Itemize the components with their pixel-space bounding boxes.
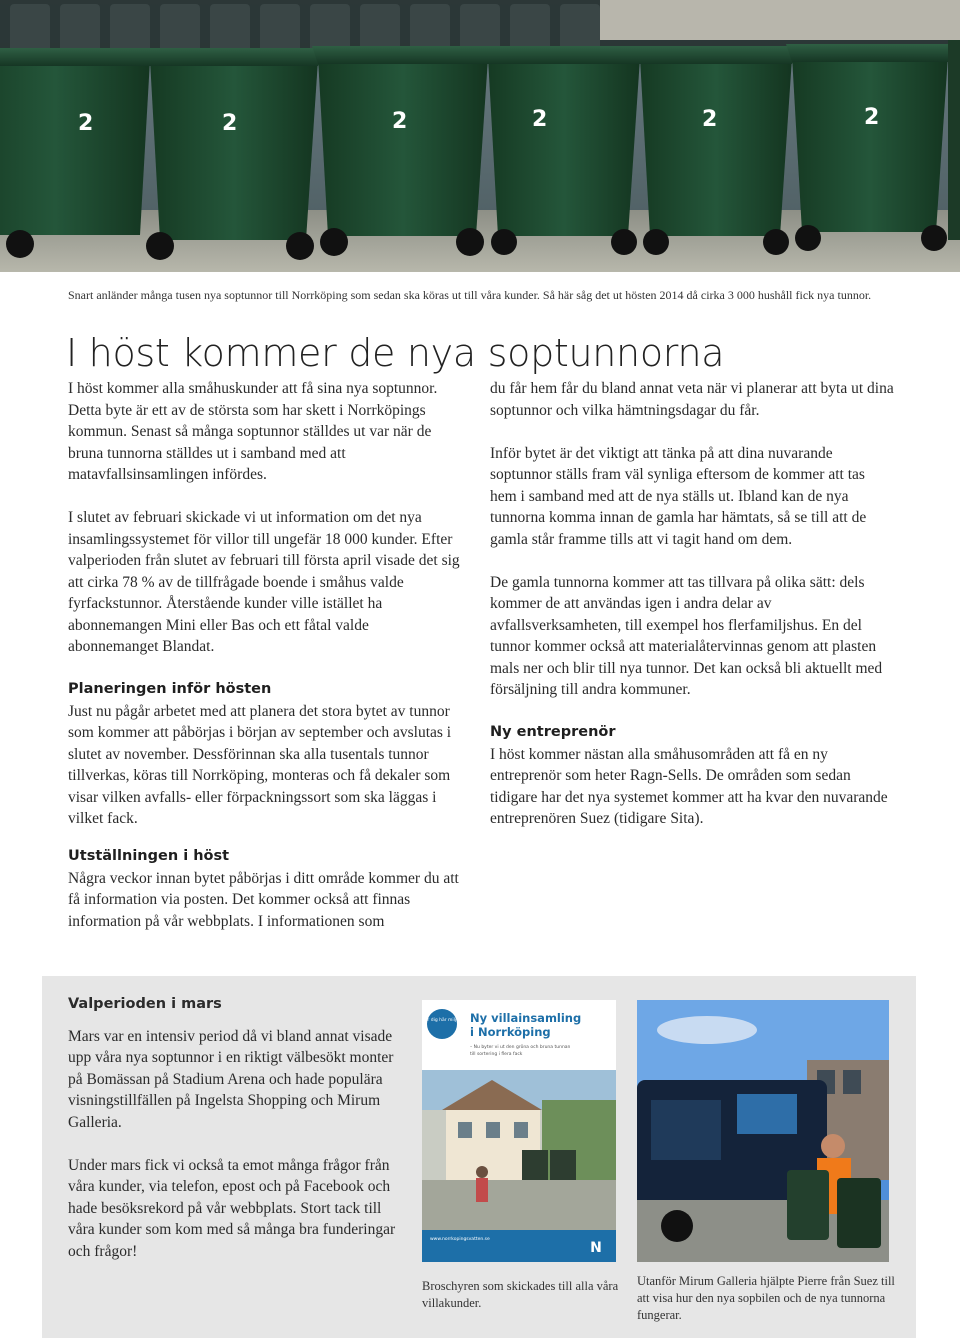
page-title: I höst kommer de nya soptunnorna xyxy=(66,331,725,375)
paragraph: I höst kommer alla småhuskunder att få sina nya soptunnor. Detta byte är ett av de största som har skett i Norrköpings kommun. Senast så många soptunnor ställdes ut var när de bruna tunnorna ställdes ut i samband med att matavfallsinsamlingen infördes. xyxy=(68,380,438,483)
svg-text:2: 2 xyxy=(392,109,408,134)
bin-4 xyxy=(482,46,646,255)
paragraph: Under mars fick vi också ta emot många frågor från våra kunder, via telefon, epost och på Facebook och hade besöksrekord på vår webbplats. Stort tack till våra kunder som kom med så många bra funderingar och frågor! xyxy=(68,1156,396,1260)
bin-5 xyxy=(634,46,798,255)
svg-text:2: 2 xyxy=(532,107,548,132)
panel-text xyxy=(68,994,398,1284)
paragraph: Några veckor innan bytet påbörjas i ditt område kommer du att få information via posten. Det kommer också att finnas information på vår webbplats. I informationen som xyxy=(68,869,459,930)
svg-text:2: 2 xyxy=(702,107,718,132)
hero-caption: Snart anländer många tusen nya soptunnor till Norrköping som sedan ska köras ut till våra kunder. Så här såg det ut hösten 2014 då cirka 3 000 hushåll fick nya tunnor. xyxy=(68,288,872,302)
svg-text:2: 2 xyxy=(78,111,94,136)
section-heading: Planeringen inför hösten xyxy=(68,681,272,697)
hero-illustration xyxy=(0,0,960,272)
paragraph: I höst kommer nästan alla småhusområden att få en ny entreprenör som heter Ragn-Sells. De områden som sedan tidigare har det nya systemet kommer att ha kvar den nuvarande entreprenören Suez (tidigare Sita). xyxy=(490,745,888,827)
left-column-continued xyxy=(68,846,460,954)
svg-text:www.norrkopingsvatten.se: www.norrkopingsvatten.se xyxy=(430,1237,490,1242)
garbage-truck-photo xyxy=(637,1000,889,1262)
paragraph: Just nu pågår arbetet med att planera det stora bytet av tunnor som kommer att påbörjas i början av september och avslutas i slutet av november. Dessförinnan ska alla tusentals tunnor tillverkas, köras till Norrköping, monteras och få dekaler som visar vilken avfalls- eller förpackningssort som ska läggas i vilket fack. xyxy=(68,702,452,827)
svg-text:2: 2 xyxy=(864,105,880,130)
svg-text:i Norrköping: i Norrköping xyxy=(470,1025,551,1039)
bin-2 xyxy=(144,48,324,260)
paragraph: Mars var en intensiv period då vi bland annat visade upp våra nya soptunnor i en riktigt välbesökt monter på Bomässan på Stadium Arena och hade populära visningstillfällen på Ingelsta Shopping och Mirum Galleria. xyxy=(68,1027,394,1131)
truck-illustration xyxy=(637,1000,889,1262)
svg-text:Ny villainsamling: Ny villainsamling xyxy=(470,1011,582,1025)
left-column xyxy=(68,378,460,851)
svg-text:– Nu byter vi ut den gröna och: – Nu byter vi ut den gröna och bruna tunnan xyxy=(470,1045,571,1050)
section-heading: Utställningen i höst xyxy=(68,848,230,864)
bin-6 xyxy=(786,44,954,251)
bin-1 xyxy=(0,48,158,258)
bin-3 xyxy=(312,46,494,256)
photo-caption: Utanför Mirum Galleria hjälpte Pierre från Suez till att visa hur den nya sopbilen och de nya tunnorna fungerar. xyxy=(637,1274,895,1322)
brochure-caption: Broschyren som skickades till alla våra villakunder. xyxy=(422,1279,619,1310)
logo-mark-icon: N xyxy=(590,1240,602,1256)
right-column xyxy=(490,378,895,851)
hero-photo-green-bins xyxy=(0,0,960,272)
badge-circle xyxy=(427,1009,457,1039)
panel-heading: Valperioden i mars xyxy=(68,996,222,1012)
paragraph: Inför bytet är det viktigt att tänka på att dina nuvarande soptunnor ställs fram väl synliga eftersom de kommer att tas hem i samband med att de nya ställs ut. Ibland kan de nya tunnorna komma innan de gamla har hämtats, så se till att de gamla står framme tills att vi tagit hand om dem. xyxy=(490,444,867,548)
brochure-illustration xyxy=(422,1000,616,1262)
section-heading: Ny entreprenör xyxy=(490,724,616,740)
svg-text:2: 2 xyxy=(222,111,238,136)
paragraph: De gamla tunnorna kommer att tas tillvara på olika sätt: dels kommer de att användas igen i andra delar av avfallsverksamheten, till exempel hos flerfamiljshus. En del tunnor kommer också att materialåtervinnas genom att plasten mals ner och blir till nya tunnor. Det kan också bli aktuellt med försäljning till andra kommuner. xyxy=(490,573,883,698)
paragraph: du får hem får du bland annat veta när vi planerar att byta ut dina soptunnor och vilka hämtningsdagar du får. xyxy=(490,380,894,419)
brochure-image xyxy=(422,1000,616,1262)
paragraph: I slutet av februari skickade vi ut information om det nya insamlingssystemet för villor till ungefär 18 000 kunder. Efter valperioden från slutet av februari till första april visade det sig att cirka 78 % av de tillfrågade boende i småhus valde fyrfackstunnor. Återstående kunder ville istället ha abonnemangen Mini eller Bas och ett fåtal valde abonnemanget Blandat. xyxy=(68,509,460,655)
svg-text:till sortering i flera fack: till sortering i flera fack xyxy=(470,1052,523,1057)
svg-text:För dig här miljön: För dig här miljön xyxy=(422,1018,462,1023)
